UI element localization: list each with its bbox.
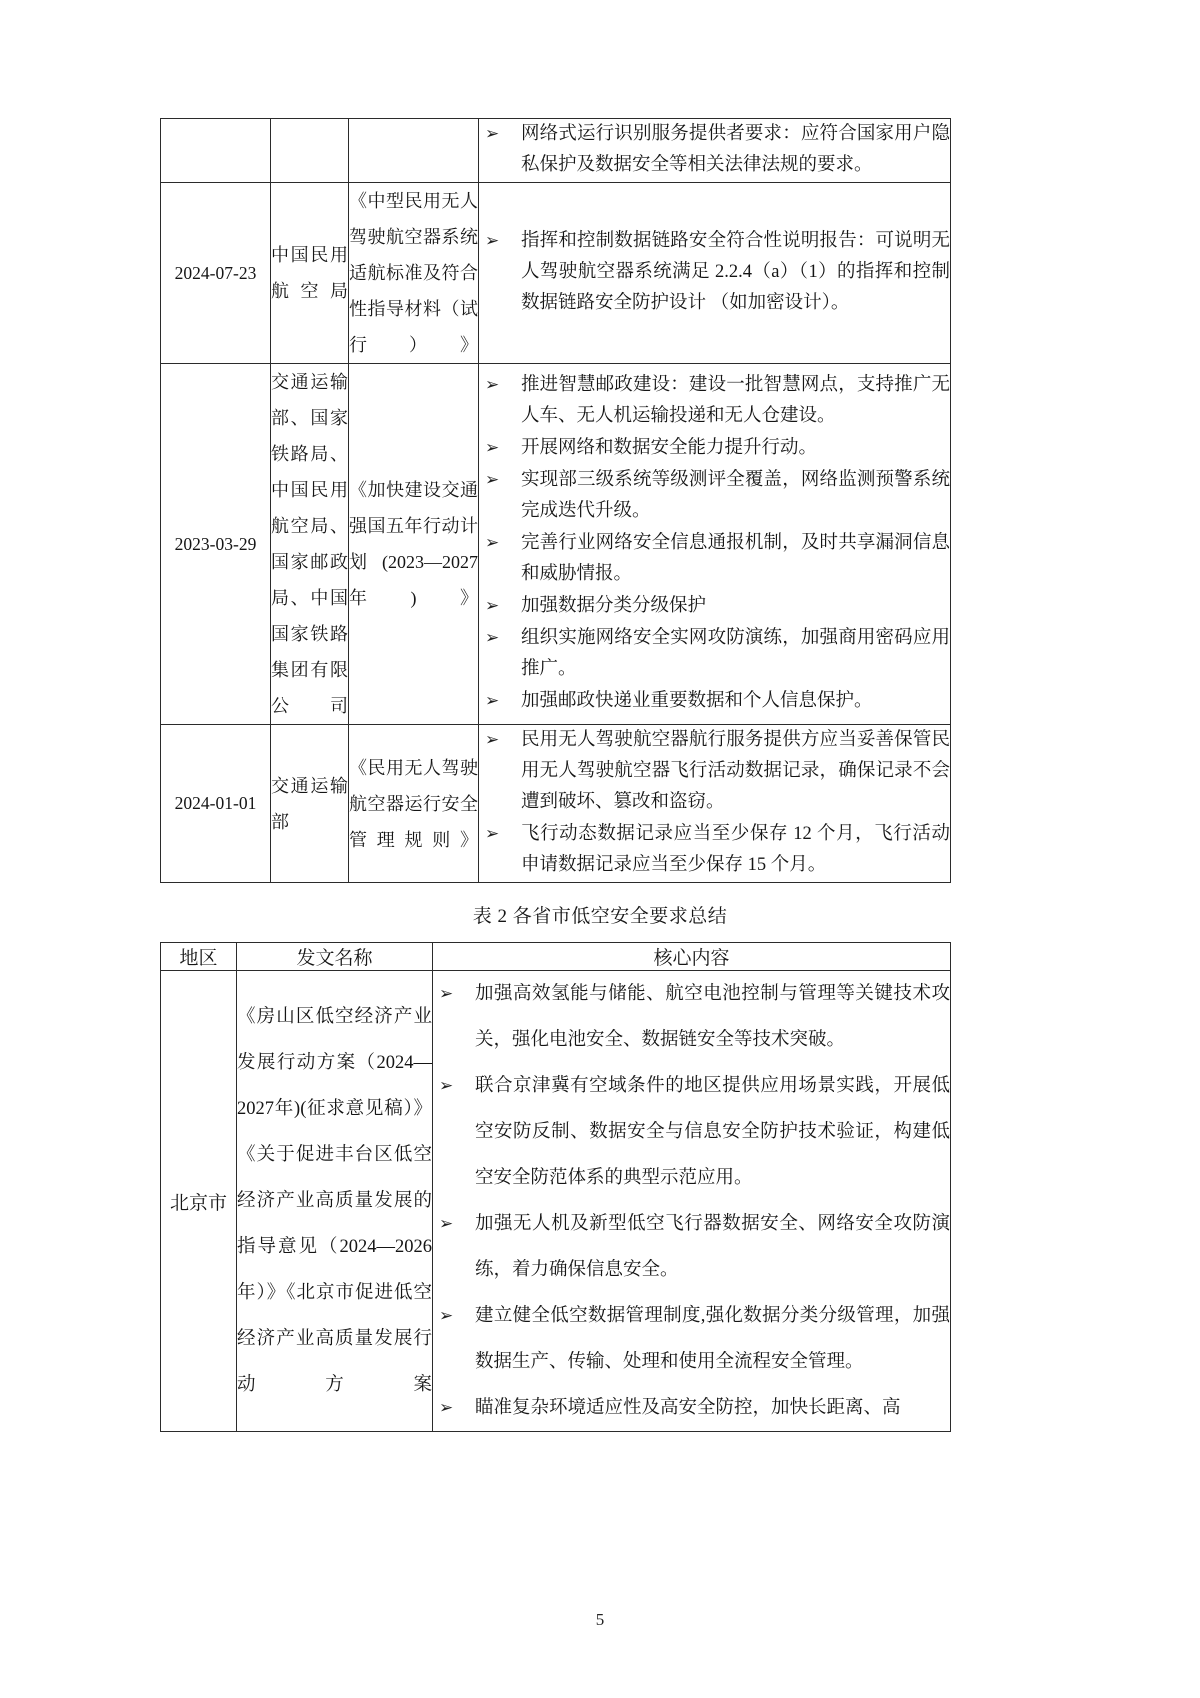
bullet-arrow-icon: ➢ xyxy=(485,730,500,750)
cell-date: 2024-01-01 xyxy=(161,725,271,883)
list-item xyxy=(479,819,950,881)
list-item xyxy=(479,528,950,590)
cell-date: 2024-07-23 xyxy=(161,183,271,364)
list-item-text: 推进智慧邮政建设：建设一批智慧网点，支持推广无人车、无人机运输投递和无人仓建设。 xyxy=(521,375,950,426)
bullet-arrow-icon: ➢ xyxy=(485,231,500,251)
list-item-text: 组织实施网络安全实网攻防演练，加强商用密码应用推广。 xyxy=(521,628,950,679)
cell-issuer: 交通运输部、国家铁路局、中国民用航空局、国家邮政局、中国国家铁路集团有限公司 xyxy=(271,364,349,725)
table-row xyxy=(161,971,951,1432)
cell-content xyxy=(479,183,951,364)
list-item-text: 实现部三级系统等级测评全覆盖，网络监测预警系统完成迭代升级。 xyxy=(521,470,950,521)
list-item xyxy=(479,623,950,685)
bullet-arrow-icon: ➢ xyxy=(485,124,500,144)
bullet-arrow-icon: ➢ xyxy=(485,375,500,395)
list-item-text: 网络式运行识别服务提供者要求：应符合国家用户隐私保护及数据安全等相关法律法规的要求。 xyxy=(521,124,950,175)
list-item-text: 联合京津冀有空域条件的地区提供应用场景实践，开展低空安防反制、数据安全与信息安全防护技术验证，构建低空安全防范体系的典型示范应用。 xyxy=(475,1076,950,1188)
cell-core-content xyxy=(433,971,951,1432)
list-item-text: 飞行动态数据记录应当至少保存 12 个月，飞行活动申请数据记录应当至少保存 15 个月。 xyxy=(521,824,950,875)
cell-date xyxy=(161,119,271,183)
bullet-arrow-icon: ➢ xyxy=(439,1398,454,1418)
column-header-title: 发文名称 xyxy=(237,943,433,971)
bullet-arrow-icon: ➢ xyxy=(485,438,500,458)
bullet-arrow-icon: ➢ xyxy=(439,1214,454,1234)
bullet-list xyxy=(433,971,950,1431)
bullet-list xyxy=(479,119,950,181)
cell-content xyxy=(479,364,951,725)
cell-title: 《中型民用无人驾驶航空器系统适航标准及符合性指导材料（试行）》 xyxy=(349,183,479,364)
list-item-text: 瞄准复杂环境适应性及高安全防控，加快长距离、高 xyxy=(475,1398,901,1418)
bullet-arrow-icon: ➢ xyxy=(439,1306,454,1326)
cell-title xyxy=(349,119,479,183)
list-item xyxy=(479,686,950,717)
list-item-text: 指挥和控制数据链路安全符合性说明报告：可说明无人驾驶航空器系统满足 2.2.4（a）（1）的指挥和控制数据链路安全防护设计 （如加密设计）。 xyxy=(521,231,950,313)
list-item-text: 加强数据分类分级保护 xyxy=(521,596,707,616)
bullet-arrow-icon: ➢ xyxy=(485,533,500,553)
list-item xyxy=(433,971,950,1063)
list-item xyxy=(479,465,950,527)
bullet-arrow-icon: ➢ xyxy=(485,470,500,490)
bullet-list xyxy=(479,725,950,881)
cell-date: 2023-03-29 xyxy=(161,364,271,725)
list-item-text: 完善行业网络安全信息通报机制，及时共享漏洞信息和威胁情报。 xyxy=(521,533,950,584)
bullet-arrow-icon: ➢ xyxy=(485,628,500,648)
cell-content xyxy=(479,119,951,183)
list-item-text: 加强邮政快递业重要数据和个人信息保护。 xyxy=(521,691,873,711)
bullet-list xyxy=(479,226,950,319)
bullet-arrow-icon: ➢ xyxy=(485,824,500,844)
table-row xyxy=(161,364,951,725)
bullet-list xyxy=(479,370,950,717)
bullet-arrow-icon: ➢ xyxy=(439,1076,454,1096)
bullet-arrow-icon: ➢ xyxy=(439,984,454,1004)
national-policy-table xyxy=(160,118,951,883)
list-item xyxy=(479,119,950,181)
cell-content xyxy=(479,725,951,883)
table-row xyxy=(161,725,951,883)
cell-issuer: 交通运输部 xyxy=(271,725,349,883)
list-item xyxy=(433,1063,950,1201)
column-header-content: 核心内容 xyxy=(433,943,951,971)
list-item xyxy=(479,226,950,319)
cell-issuer xyxy=(271,119,349,183)
cell-title: 《加快建设交通强国五年行动计划(2023—2027年)》 xyxy=(349,364,479,725)
cell-document-title: 《房山区低空经济产业发展行动方案（2024—2027年)(征求意见稿）》《关于促进丰台区低空经济产业高质量发展的指导意见（2024—2026年）》《北京市促进低空经济产业高质量发展行动方案 xyxy=(237,971,433,1432)
list-item-text: 加强无人机及新型低空飞行器数据安全、网络安全攻防演练，着力确保信息安全。 xyxy=(475,1214,950,1280)
list-item xyxy=(433,1201,950,1293)
bullet-arrow-icon: ➢ xyxy=(485,691,500,711)
table-row xyxy=(161,119,951,183)
cell-issuer: 中国民用航空局 xyxy=(271,183,349,364)
page-number: 5 xyxy=(595,1610,605,1629)
bullet-arrow-icon: ➢ xyxy=(485,596,500,616)
province-policy-table xyxy=(160,942,951,1432)
table2-caption: 表 2 各省市低空安全要求总结 xyxy=(472,906,728,927)
list-item-text: 民用无人驾驶航空器航行服务提供方应当妥善保管民用无人驾驶航空器飞行活动数据记录，确保记录不会遭到破坏、篡改和盗窃。 xyxy=(521,730,950,812)
table-row xyxy=(161,183,951,364)
list-item xyxy=(433,1385,950,1431)
list-item-text: 建立健全低空数据管理制度,强化数据分类分级管理，加强数据生产、传输、处理和使用全流程安全管理。 xyxy=(475,1306,950,1372)
list-item xyxy=(479,370,950,432)
cell-region: 北京市 xyxy=(161,971,237,1432)
list-item xyxy=(479,433,950,464)
table-header-row xyxy=(161,943,951,971)
list-item xyxy=(479,591,950,622)
list-item-text: 加强高效氢能与储能、航空电池控制与管理等关键技术攻关，强化电池安全、数据链安全等技术突破。 xyxy=(475,984,950,1050)
list-item-text: 开展网络和数据安全能力提升行动。 xyxy=(521,438,818,458)
list-item xyxy=(479,725,950,818)
cell-title: 《民用无人驾驶航空器运行安全管理规则》 xyxy=(349,725,479,883)
column-header-region: 地区 xyxy=(161,943,237,971)
list-item xyxy=(433,1293,950,1385)
